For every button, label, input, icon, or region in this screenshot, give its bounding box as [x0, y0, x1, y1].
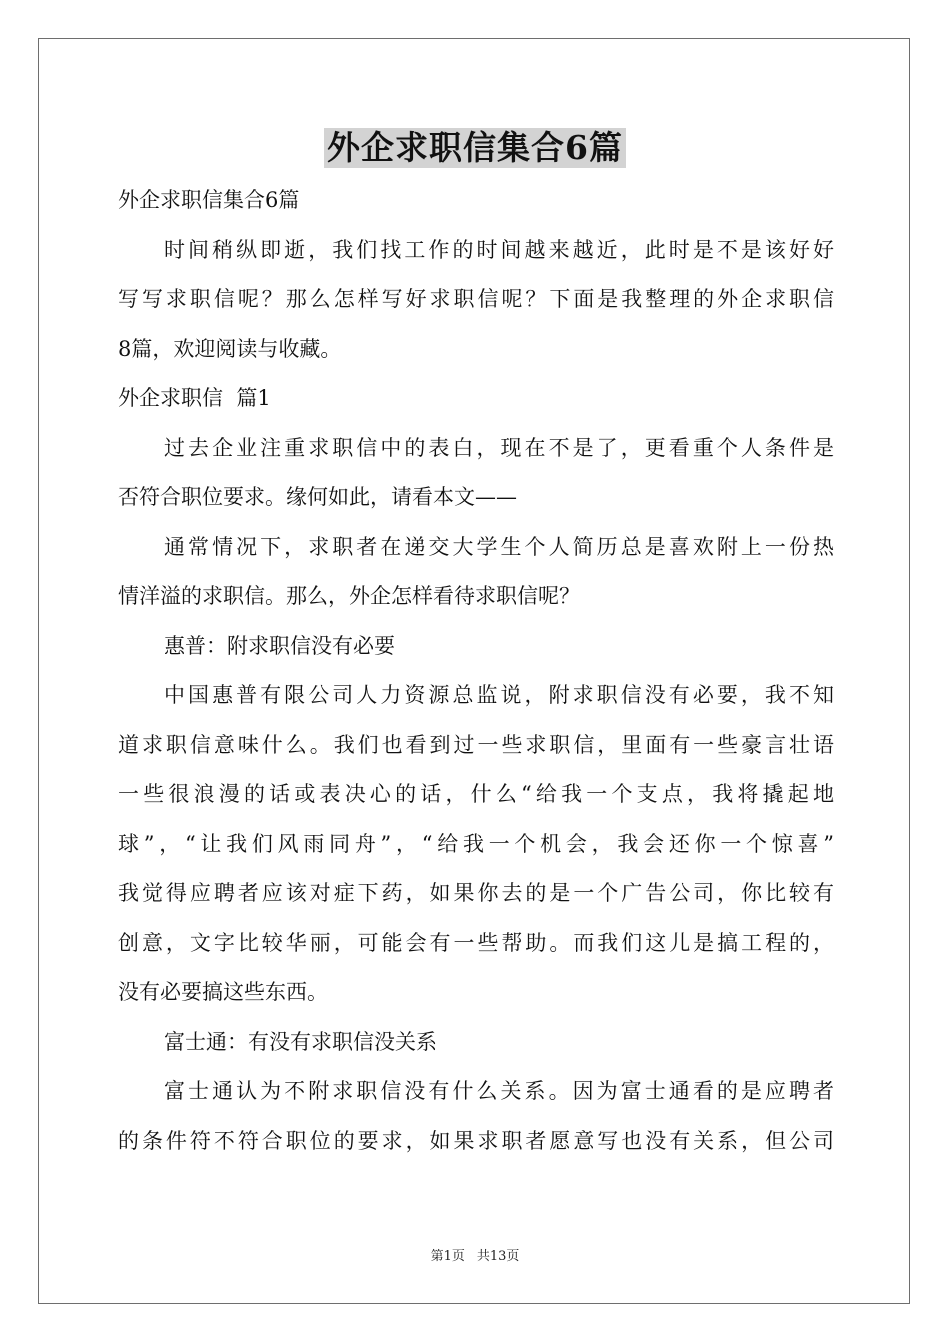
body-line: 8篇，欢迎阅读与收藏。 — [118, 336, 342, 361]
body-line: 写写求职信呢？那么怎样写好求职信呢？下面是我整理的外企求职信 — [118, 287, 834, 311]
body-line: 否符合职位要求。缘何如此，请看本文—— — [118, 485, 517, 509]
body-line: 我觉得应聘者应该对症下药，如果你去的是一个广告公司，你比较有 — [118, 881, 834, 905]
body-line: 一些很浪漫的话或表决心的话，什么“给我一个支点，我将撬起地 — [118, 782, 834, 806]
document-body — [118, 176, 834, 1166]
subtitle-line: 外企求职信集合6篇 — [118, 188, 300, 212]
page-total: 共13页 — [476, 1249, 520, 1264]
subheading-line: 惠普：附求职信没有必要 — [164, 633, 395, 658]
body-line: 富士通认为不附求职信没有什么关系。因为富士通看的是应聘者 — [164, 1079, 834, 1103]
body-line: 道求职信意味什么。我们也看到过一些求职信，里面有一些豪言壮语 — [118, 732, 834, 757]
body-line: 中国惠普有限公司人力资源总监说，附求职信没有必要，我不知 — [164, 683, 834, 707]
subheading-line: 富士通：有没有求职信没关系 — [164, 1029, 437, 1054]
document-title: 外企求职信集合6篇 — [324, 128, 626, 168]
body-line: 通常情况下，求职者在递交大学生个人简历总是喜欢附上一份热 — [164, 534, 834, 559]
body-line: 没有必要搞这些东西。 — [118, 980, 328, 1004]
page-footer — [0, 1245, 950, 1264]
body-line: 情洋溢的求职信。那么，外企怎样看待求职信呢？ — [118, 584, 580, 608]
title-container — [0, 128, 950, 168]
body-line: 时间稍纵即逝，我们找工作的时间越来越近，此时是不是该好好 — [164, 237, 834, 262]
page-number: 第1页 — [430, 1249, 465, 1264]
section-heading: 外企求职信 篇1 — [118, 386, 271, 410]
body-line: 的条件符不符合职位的要求，如果求职者愿意写也没有关系，但公司 — [118, 1128, 834, 1153]
body-line: 创意，文字比较华丽，可能会有一些帮助。而我们这儿是搞工程的， — [118, 930, 834, 955]
body-line: 过去企业注重求职信中的表白，现在不是了，更看重个人条件是 — [164, 435, 834, 460]
body-line: 球”，“让我们风雨同舟”，“给我一个机会，我会还你一个惊喜” — [118, 831, 834, 856]
